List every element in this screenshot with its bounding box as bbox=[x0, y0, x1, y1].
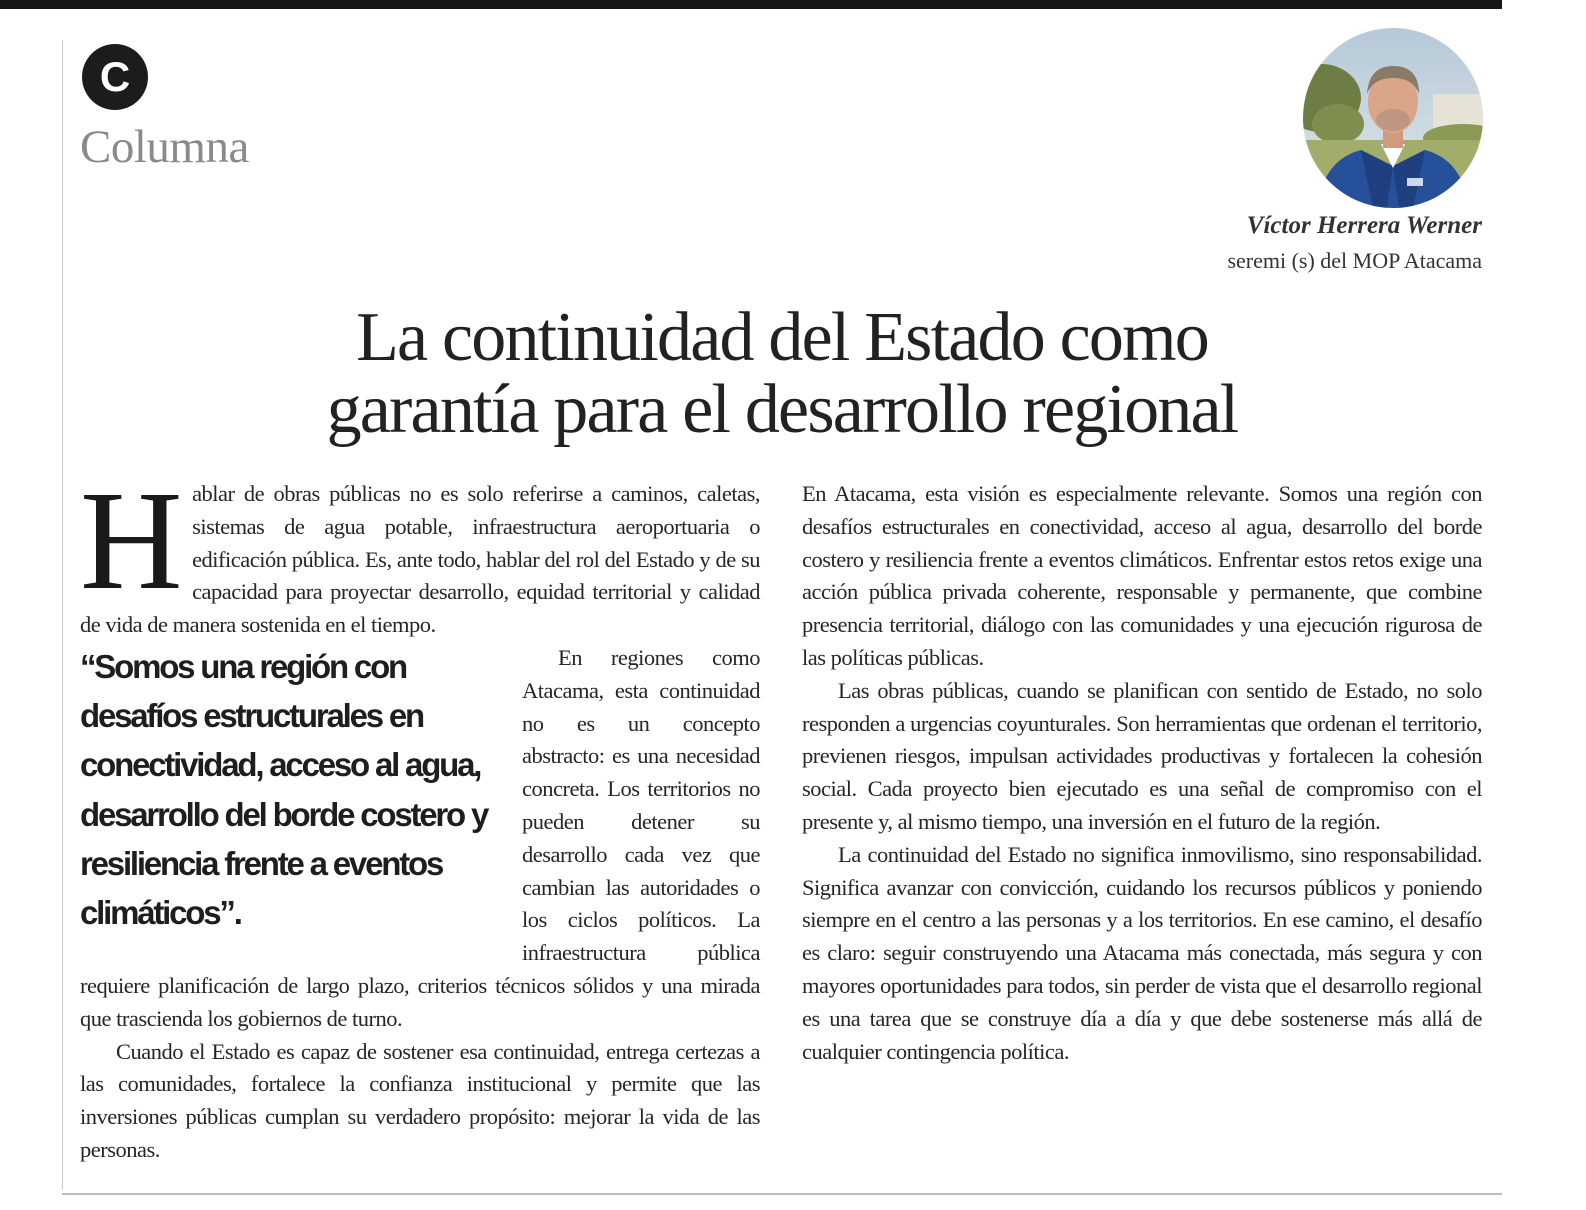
pull-quote: “Somos una región con desafíos estructurales en conectividad, acceso al agua, desarrollo del borde costero y resiliencia frente a eventos climáticos”. bbox=[80, 647, 488, 931]
paragraph-6: La continuidad del Estado no significa inmovilismo, sino responsabilidad. Significa avanzar con convicción, cuidando los recursos públicos y poniendo siempre en el centro a las personas y a los territorios. En ese camino, el desafío es claro: seguir construyendo una Atacama más conectada, más segura y con mayores oportunidades para todos, sin perder de vista que el desarrollo regional es una tarea que se construye día a día y que debe sostenerse más allá de cualquier contingencia política. bbox=[802, 841, 1482, 1064]
headline bbox=[62, 299, 1502, 448]
paragraph-2 bbox=[80, 642, 760, 1036]
top-rule bbox=[0, 0, 1502, 9]
column-left bbox=[80, 461, 760, 1167]
paragraph-3: Cuando el Estado es capaz de sostener esa continuidad, entrega certezas a las comunidades, fortalece la confianza institucional y permite que las inversiones públicas cumplan su verdadero propósito: mejorar la vida de las personas. bbox=[80, 1038, 760, 1162]
author-portrait bbox=[1303, 28, 1483, 208]
bottom-rule bbox=[62, 1193, 1502, 1195]
column-right bbox=[802, 478, 1482, 1068]
left-rule bbox=[62, 40, 63, 1190]
drop-cap: H bbox=[80, 461, 183, 619]
paragraph-4: En Atacama, esta visión es especialmente relevante. Somos una región con desafíos estructurales en conectividad, acceso al agua, desarrollo del borde costero y resiliencia frente a eventos climáticos. Enfrentar estos retos exige una acción pública privada coherente, responsable y permanente, que combine presencia territorial, diálogo con las comunidades y una ejecución rigurosa de las políticas públicas. bbox=[802, 481, 1482, 670]
author-role: seremi (s) del MOP Atacama bbox=[1227, 248, 1482, 273]
author-name: Víctor Herrera Werner bbox=[1246, 212, 1482, 239]
headline-line-2: garantía para el desarrollo regional bbox=[326, 371, 1238, 448]
paragraph-5: Las obras públicas, cuando se planifican con sentido de Estado, no solo responden a urgencias coyunturales. Son herramientas que ordenan el territorio, previenen riesgos, impulsan actividades productivas y fortalecen la cohesión social. Cada proyecto bien ejecutado es una señal de compromiso con el presente y, al mismo tiempo, una inversión en el futuro de la región. bbox=[802, 677, 1482, 834]
section-badge: C bbox=[82, 44, 148, 110]
paragraph-1-text: ablar de obras públicas no es solo referirse a caminos, caletas, sistemas de agua potable, infraestructura aeroportuaria o edificación pública. Es, ante todo, hablar del rol del Estado y de su capacidad para proyectar desarrollo, equidad territorial y calidad de vida de manera sostenida en el tiempo. bbox=[80, 481, 760, 638]
paragraph-1 bbox=[80, 461, 760, 642]
paragraph-2-text: En regiones como Atacama, esta continuidad no es un concepto abstracto: es una necesidad concreta. Los territorios no pueden detener su desarrollo cada vez que cambian las autoridades o los ciclos políticos. La infraestructura pública requiere planificación de largo plazo, criterios técnicos sólidos y una mirada que trascienda los gobiernos de turno. bbox=[80, 644, 760, 1031]
headline-line-1: La continuidad del Estado como bbox=[356, 299, 1208, 376]
section-label: Columna bbox=[80, 121, 249, 173]
